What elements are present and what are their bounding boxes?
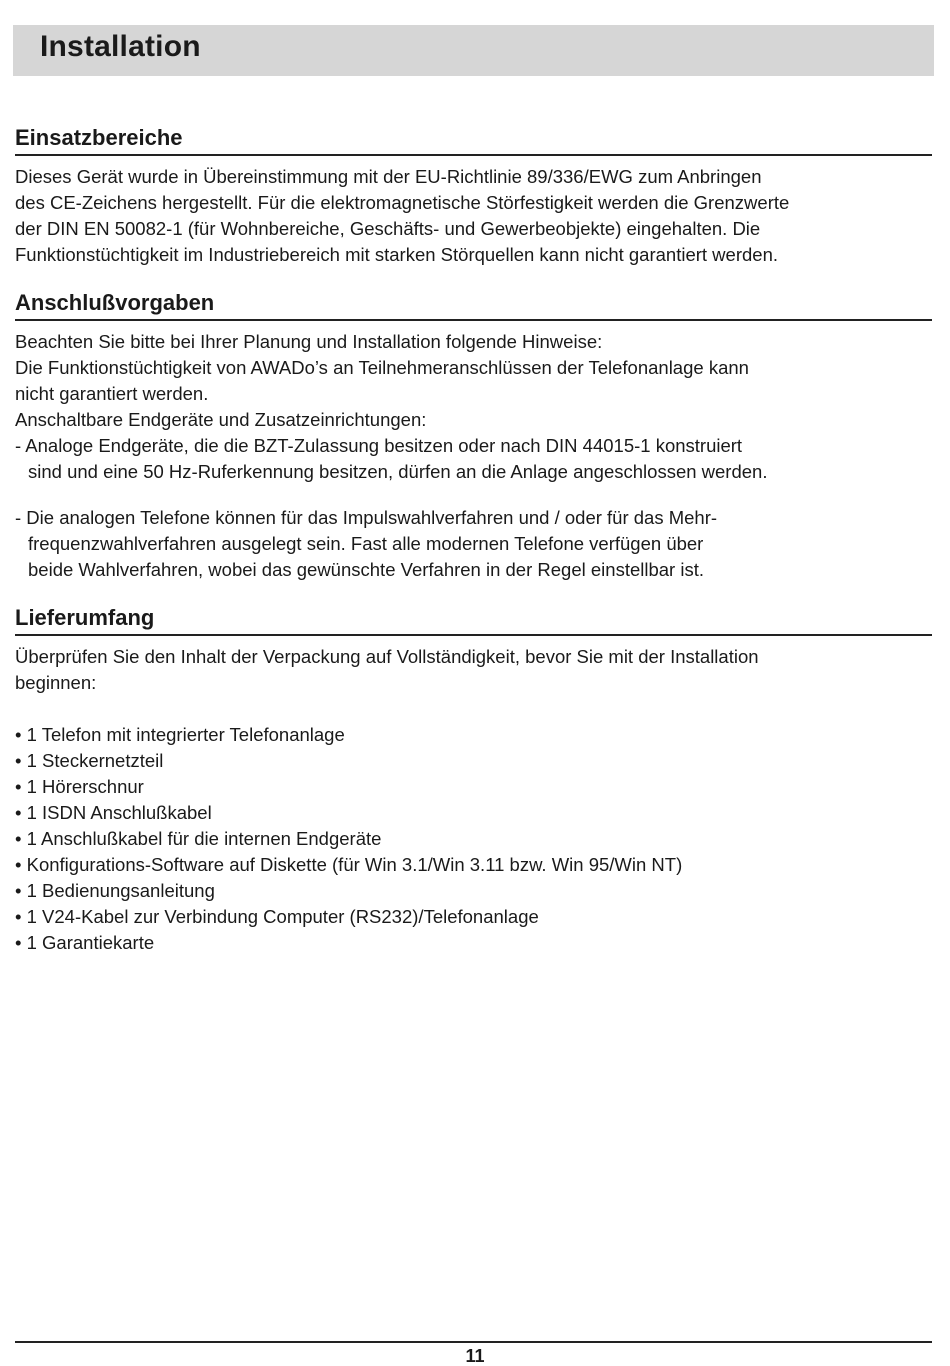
text-line: Funktionstüchtigkeit im Industriebereich mit starken Störquellen kann nicht garantiert werden. xyxy=(15,244,778,265)
section-heading: Anschlußvorgaben xyxy=(15,290,932,321)
text-line: Anschaltbare Endgeräte und Zusatzeinrichtungen: xyxy=(15,409,427,430)
text-line: Dieses Gerät wurde in Übereinstimmung mit der EU-Richtlinie 89/336/EWG zum Anbringen xyxy=(15,166,762,187)
section-body xyxy=(15,164,932,268)
text-line: Die Funktionstüchtigkeit von AWADo’s an Teilnehmeranschlüssen der Telefonanlage kann xyxy=(15,357,749,378)
list-item: • 1 ISDN Anschlußkabel xyxy=(15,802,212,823)
list-item: • 1 V24-Kabel zur Verbindung Computer (RS232)/Telefonanlage xyxy=(15,906,539,927)
section-body xyxy=(15,329,932,583)
text-line: - Die analogen Telefone können für das Impulswahlverfahren und / oder für das Mehr- xyxy=(15,507,718,528)
list-item: • 1 Bedienungsanleitung xyxy=(15,880,215,901)
text-line: beginnen: xyxy=(15,672,97,693)
text-line: - Analoge Endgeräte, die die BZT-Zulassung besitzen oder nach DIN 44015-1 konstruiert xyxy=(15,435,743,456)
section-heading: Einsatzbereiche xyxy=(15,125,932,156)
text-line: beide Wahlverfahren, wobei das gewünschte Verfahren in der Regel einstellbar ist. xyxy=(28,559,704,580)
text-line: frequenzwahlverfahren ausgelegt sein. Fast alle modernen Telefone verfügen über xyxy=(28,533,704,554)
list-item: • 1 Anschlußkabel für die internen Endgeräte xyxy=(15,828,382,849)
text-line: des CE-Zeichens hergestellt. Für die elektromagnetische Störfestigkeit werden die Grenzwerte xyxy=(15,192,790,213)
text-line: sind und eine 50 Hz-Ruferkennung besitzen, dürfen an die Anlage angeschlossen werden. xyxy=(28,461,768,482)
text-line: der DIN EN 50082-1 (für Wohnbereiche, Geschäfts- und Gewerbeobjekte) eingehalten. Die xyxy=(15,218,761,239)
section-anschlussvorgaben xyxy=(15,290,932,583)
section-body xyxy=(15,644,932,956)
section-heading: Lieferumfang xyxy=(15,605,932,636)
page-title: Installation xyxy=(40,30,201,63)
delivery-list xyxy=(15,722,932,956)
section-lieferumfang xyxy=(15,605,932,956)
list-item: • Konfigurations-Software auf Diskette (für Win 3.1/Win 3.11 bzw. Win 95/Win NT) xyxy=(15,854,683,875)
section-einsatzbereiche xyxy=(15,125,932,268)
list-item: • 1 Garantiekarte xyxy=(15,932,155,953)
list-item: • 1 Hörerschnur xyxy=(15,776,144,797)
page-title-bar xyxy=(13,25,934,76)
footer-divider xyxy=(15,1341,932,1343)
text-line: nicht garantiert werden. xyxy=(15,383,209,404)
list-item: • 1 Steckernetzteil xyxy=(15,750,164,771)
text-line: Überprüfen Sie den Inhalt der Verpackung auf Vollständigkeit, bevor Sie mit der Installation xyxy=(15,646,759,667)
page-number: 11 xyxy=(465,1346,485,1366)
text-line: Beachten Sie bitte bei Ihrer Planung und Installation folgende Hinweise: xyxy=(15,331,603,352)
list-item: • 1 Telefon mit integrierter Telefonanlage xyxy=(15,724,345,745)
